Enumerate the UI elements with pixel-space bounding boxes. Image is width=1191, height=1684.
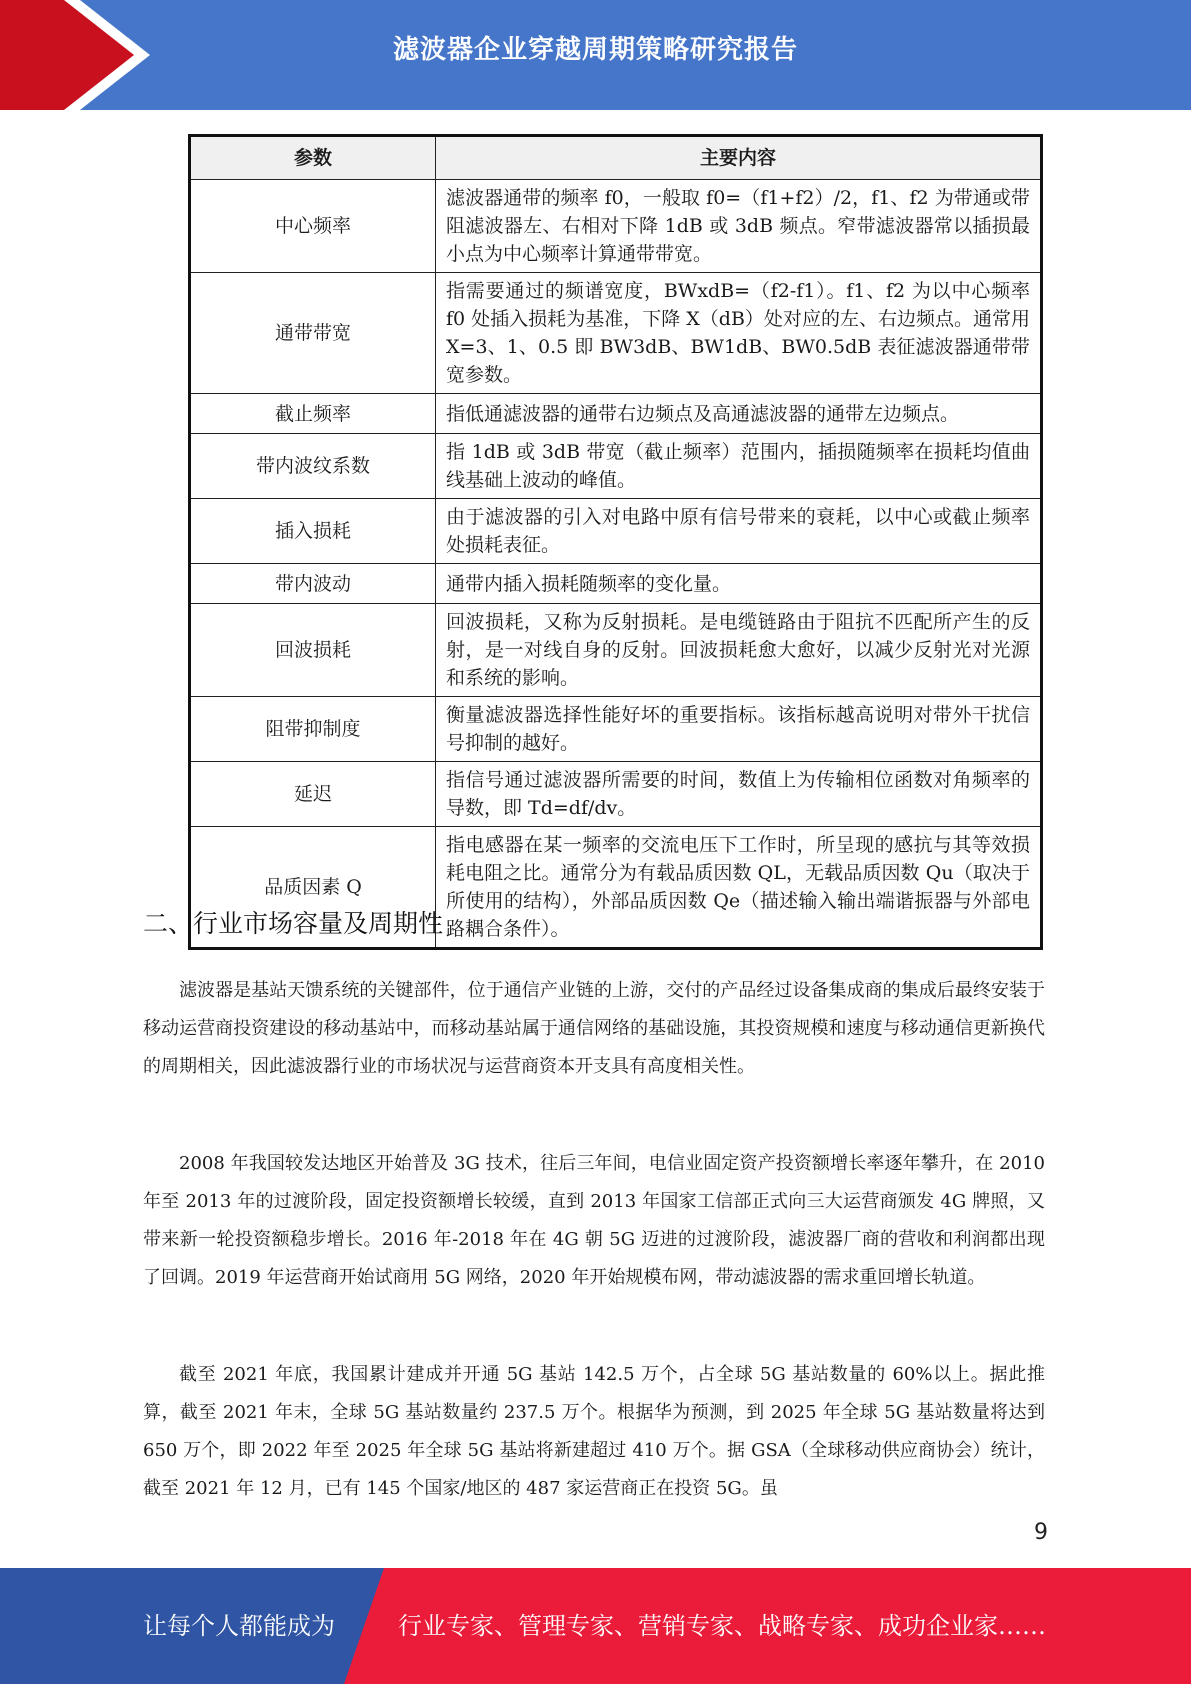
param-name: 带内波动 bbox=[190, 564, 436, 604]
param-name: 阻带抑制度 bbox=[190, 697, 436, 762]
param-name: 带内波纹系数 bbox=[190, 434, 436, 499]
param-description: 指电感器在某一频率的交流电压下工作时，所呈现的感抗与其等效损耗电阻之比。通常分为有载品质因数 QL，无载品质因数 Qu（取决于所使用的结构），外部品质因数 Qe（描述输入输出端谐振器与外部电路耦合条件）。 bbox=[436, 827, 1042, 949]
param-description: 回波损耗，又称为反射损耗。是电缆链路由于阻抗不匹配所产生的反射，是一对线自身的反射。回波损耗愈大愈好，以减少反射光对光源和系统的影响。 bbox=[436, 604, 1042, 697]
page-header bbox=[0, 0, 1191, 110]
body-paragraph: 2008 年我国较发达地区开始普及 3G 技术，往后三年间，电信业固定资产投资额增长率逐年攀升，在 2010 年至 2013 年的过渡阶段，固定投资额增长较缓，直到 2013 年国家工信部正式向三大运营商颁发 4G 牌照，又带来新一轮投资额稳步增长。2016 年-2018 年在 4G 朝 5G 迈进的过渡阶段，滤波器厂商的营收和利润都出现了回调。2019 年运营商开始试商用 5G 网络，2020 年开始规模布网，带动滤波器的需求重回增长轨道。 bbox=[143, 1153, 1045, 1288]
parameter-table bbox=[188, 134, 1043, 950]
param-description: 衡量滤波器选择性能好坏的重要指标。该指标越高说明对带外干扰信号抑制的越好。 bbox=[436, 697, 1042, 762]
report-title: 滤波器企业穿越周期策略研究报告 bbox=[392, 35, 798, 65]
table-row bbox=[190, 762, 1042, 827]
table-row bbox=[190, 273, 1042, 394]
param-description: 滤波器通带的频率 f0，一般取 f0=（f1+f2）/2，f1、f2 为带通或带阻滤波器左、右相对下降 1dB 或 3dB 频点。窄带滤波器常以插损最小点为中心频率计算通带带宽。 bbox=[436, 180, 1042, 273]
page-number: 9 bbox=[1034, 1520, 1048, 1545]
param-name: 通带带宽 bbox=[190, 273, 436, 394]
param-name: 中心频率 bbox=[190, 180, 436, 273]
param-description: 由于滤波器的引入对电路中原有信号带来的衰耗，以中心或截止频率处损耗表征。 bbox=[436, 499, 1042, 564]
footer-slogan-left: 让每个人都能成为 bbox=[143, 1612, 335, 1640]
table-row bbox=[190, 697, 1042, 762]
param-name: 插入损耗 bbox=[190, 499, 436, 564]
table-row bbox=[190, 394, 1042, 434]
param-description: 指需要通过的频谱宽度，BWxdB=（f2-f1）。f1、f2 为以中心频率 f0 处插入损耗为基准，下降 X（dB）处对应的左、右边频点。通常用 X=3、1、0.5 即 BW3dB、BW1dB、BW0.5dB 表征滤波器通带带宽参数。 bbox=[436, 273, 1042, 394]
page-footer bbox=[0, 1568, 1191, 1684]
table-row bbox=[190, 499, 1042, 564]
column-header-content: 主要内容 bbox=[436, 136, 1042, 180]
table-header-row bbox=[190, 136, 1042, 180]
table-row bbox=[190, 564, 1042, 604]
param-name: 延迟 bbox=[190, 762, 436, 827]
table-row bbox=[190, 180, 1042, 273]
body-paragraph: 截至 2021 年底，我国累计建成并开通 5G 基站 142.5 万个，占全球 5G 基站数量的 60%以上。据此推算，截至 2021 年末，全球 5G 基站数量约 237.5 万个。根据华为预测，到 2025 年全球 5G 基站数量将达到 650 万个，即 2022 年至 2025 年全球 5G 基站将新建超过 410 万个。据 GSA（全球移动供应商协会）统计，截至 2021 年 12 月，已有 145 个国家/地区的 487 家运营商正在投资 5G。虽 bbox=[143, 1364, 1045, 1499]
section-heading: 二、行业市场容量及周期性 bbox=[143, 909, 444, 938]
param-description: 指信号通过滤波器所需要的时间，数值上为传输相位函数对角频率的导数，即 Td=df/dv。 bbox=[436, 762, 1042, 827]
param-description: 指低通滤波器的通带右边频点及高通滤波器的通带左边频点。 bbox=[436, 394, 1042, 434]
footer-slogan-right: 行业专家、管理专家、营销专家、战略专家、成功企业家…… bbox=[398, 1612, 1046, 1640]
table-row bbox=[190, 604, 1042, 697]
param-name: 品质因素 Q bbox=[190, 827, 436, 949]
param-description: 指 1dB 或 3dB 带宽（截止频率）范围内，插损随频率在损耗均值曲线基础上波动的峰值。 bbox=[436, 434, 1042, 499]
param-name: 回波损耗 bbox=[190, 604, 436, 697]
param-name: 截止频率 bbox=[190, 394, 436, 434]
table-row bbox=[190, 434, 1042, 499]
column-header-param: 参数 bbox=[190, 136, 436, 180]
param-description: 通带内插入损耗随频率的变化量。 bbox=[436, 564, 1042, 604]
body-paragraph: 滤波器是基站天馈系统的关键部件，位于通信产业链的上游，交付的产品经过设备集成商的集成后最终安装于移动运营商投资建设的移动基站中，而移动基站属于通信网络的基础设施，其投资规模和速度与移动通信更新换代的周期相关，因此滤波器行业的市场状况与运营商资本开支具有高度相关性。 bbox=[143, 980, 1045, 1077]
